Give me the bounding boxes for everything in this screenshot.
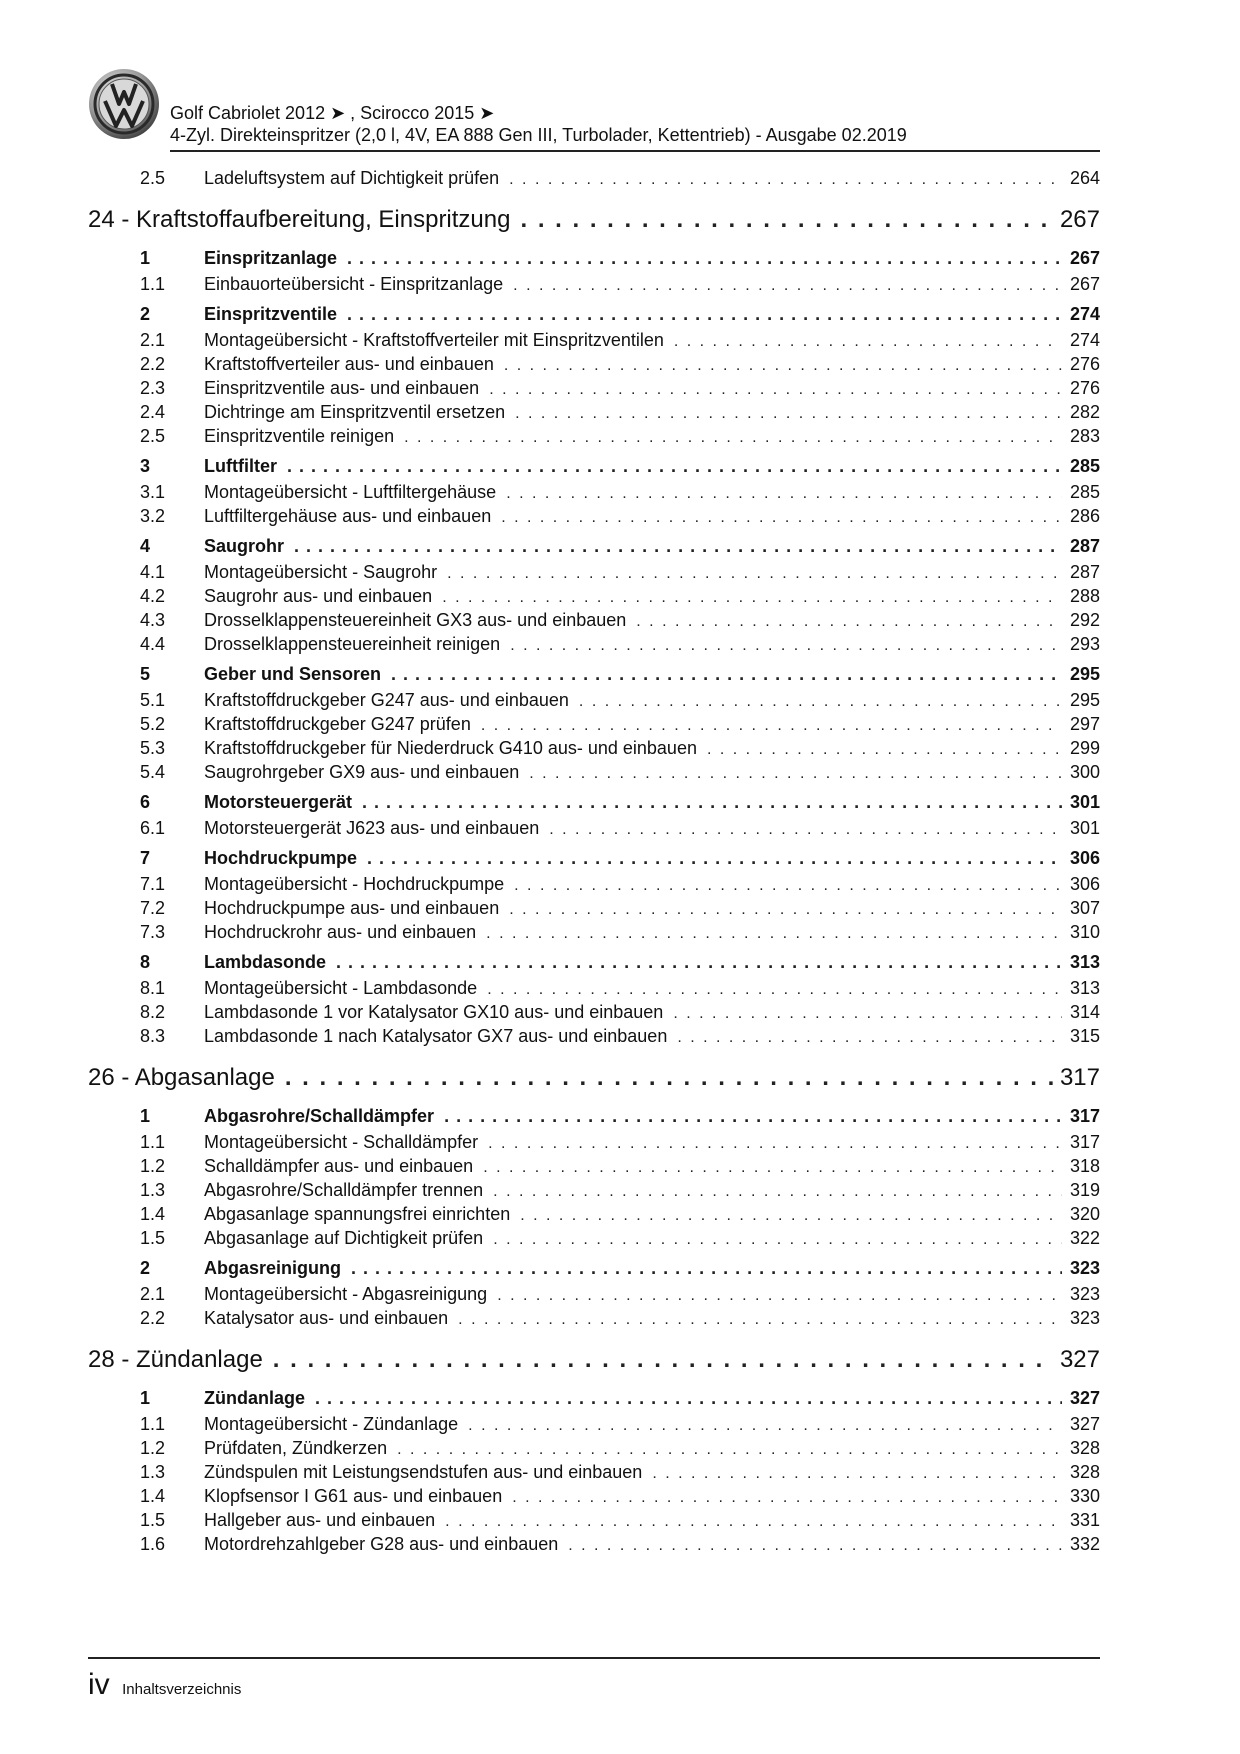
entry-page: 313 xyxy=(1069,978,1100,998)
toc-section[interactable] xyxy=(88,1388,1100,1414)
dot-leader xyxy=(568,1537,1062,1555)
dot-leader xyxy=(520,1207,1062,1225)
entry-page: 317 xyxy=(1069,1106,1100,1126)
toc-entry[interactable] xyxy=(88,818,1100,842)
entry-title: Abgasanlage auf Dichtigkeit prüfen xyxy=(204,1228,484,1248)
toc-entry[interactable] xyxy=(88,922,1100,946)
dot-leader xyxy=(287,456,1062,477)
entry-title: Montageübersicht - Zündanlage xyxy=(204,1414,459,1434)
entry-page: 323 xyxy=(1069,1284,1100,1304)
entry-number: 1.2 xyxy=(140,1438,166,1458)
entry-title: Kraftstoffdruckgeber für Niederdruck G410 aus- und einbauen xyxy=(204,738,697,758)
entry-number: 1.1 xyxy=(140,1132,166,1152)
entry-title: Hochdruckpumpe xyxy=(204,848,358,868)
toc-entry[interactable] xyxy=(88,1510,1100,1534)
dot-leader xyxy=(447,565,1062,583)
entry-title: Einspritzventile xyxy=(204,304,338,324)
toc-entry[interactable] xyxy=(88,378,1100,402)
entry-number: 1.5 xyxy=(140,1228,166,1248)
footer-section-label: Inhaltsverzeichnis xyxy=(122,1681,242,1698)
entry-number: 2.2 xyxy=(140,354,166,374)
entry-title: Einspritzanlage xyxy=(204,248,338,268)
entry-number: 2.5 xyxy=(140,168,166,188)
entry-number: 2.5 xyxy=(140,426,166,446)
toc-entry[interactable] xyxy=(88,402,1100,426)
entry-title: Einbauorteübersicht - Einspritzanlage xyxy=(204,274,504,294)
entry-page: 297 xyxy=(1069,714,1100,734)
entry-title: Kraftstoffdruckgeber G247 aus- und einbauen xyxy=(204,690,569,710)
entry-page: 285 xyxy=(1069,482,1100,502)
entry-number: 2.1 xyxy=(140,330,166,350)
entry-number: 7 xyxy=(140,848,151,868)
toc-entry[interactable] xyxy=(88,274,1100,298)
entry-title: Kraftstoffdruckgeber G247 prüfen xyxy=(204,714,471,734)
entry-title: Lambdasonde xyxy=(204,952,327,972)
entry-title: Montageübersicht - Schalldämpfer xyxy=(204,1132,479,1152)
entry-title: Saugrohr aus- und einbauen xyxy=(204,586,433,606)
chapter-title: 28 - Zündanlage xyxy=(88,1346,263,1373)
entry-number: 3.2 xyxy=(140,506,166,526)
dot-leader xyxy=(579,693,1062,711)
toc-entry[interactable] xyxy=(88,426,1100,450)
entry-number: 2.4 xyxy=(140,402,166,422)
dot-leader xyxy=(673,1005,1062,1023)
entry-page: 287 xyxy=(1069,562,1100,582)
entry-title: Schalldämpfer aus- und einbauen xyxy=(204,1156,474,1176)
entry-page: 307 xyxy=(1069,898,1100,918)
entry-page: 327 xyxy=(1069,1414,1100,1434)
dot-leader xyxy=(444,1106,1062,1127)
entry-title: Montageübersicht - Luftfiltergehäuse xyxy=(204,482,497,502)
entry-number: 1.1 xyxy=(140,1414,166,1434)
entry-page: 293 xyxy=(1069,634,1100,654)
entry-page: 287 xyxy=(1069,536,1100,556)
dot-leader xyxy=(458,1311,1062,1329)
dot-leader xyxy=(486,925,1062,943)
dot-leader xyxy=(509,171,1062,189)
entry-page: 306 xyxy=(1069,874,1100,894)
dot-leader xyxy=(336,952,1062,973)
dot-leader xyxy=(529,765,1062,783)
entry-page: 328 xyxy=(1069,1438,1100,1458)
chapter-title: 26 - Abgasanlage xyxy=(88,1064,275,1091)
entry-title: Hochdruckpumpe aus- und einbauen xyxy=(204,898,500,918)
toc-entry[interactable] xyxy=(88,1284,1100,1308)
entry-page: 300 xyxy=(1069,762,1100,782)
dot-leader xyxy=(493,1183,1062,1201)
entry-page: 330 xyxy=(1069,1486,1100,1506)
entry-title: Einspritzventile aus- und einbauen xyxy=(204,378,480,398)
dot-leader xyxy=(487,981,1062,999)
entry-page: 274 xyxy=(1069,330,1100,350)
entry-number: 7.2 xyxy=(140,898,166,918)
dot-leader xyxy=(481,717,1062,735)
footer-page-number: iv xyxy=(88,1668,110,1701)
toc-section[interactable] xyxy=(88,848,1100,874)
entry-page: 328 xyxy=(1069,1462,1100,1482)
entry-page: 323 xyxy=(1069,1258,1100,1278)
header-line-2: 4-Zyl. Direkteinspritzer (2,0 l, 4V, EA 888 Gen III, Turbolader, Kettentrieb) - Ausgabe 02.2019 xyxy=(170,125,907,145)
entry-page: 276 xyxy=(1069,354,1100,374)
entry-title: Lambdasonde 1 vor Katalysator GX10 aus- und einbauen xyxy=(204,1002,664,1022)
dot-leader xyxy=(674,333,1062,351)
dot-leader xyxy=(489,381,1062,399)
toc-entry[interactable] xyxy=(88,1534,1100,1558)
entry-number: 1.6 xyxy=(140,1534,166,1554)
entry-number: 1.5 xyxy=(140,1510,166,1530)
entry-title: Kraftstoffverteiler aus- und einbauen xyxy=(204,354,494,374)
toc-entry[interactable] xyxy=(88,562,1100,586)
toc-section[interactable] xyxy=(88,952,1100,978)
entry-title: Prüfdaten, Zündkerzen xyxy=(204,1438,388,1458)
entry-number: 1.4 xyxy=(140,1486,166,1506)
dot-leader xyxy=(636,613,1062,631)
entry-number: 1 xyxy=(140,1388,151,1408)
entry-title: Katalysator aus- und einbauen xyxy=(204,1308,449,1328)
dot-leader xyxy=(351,1258,1062,1279)
entry-title: Motorsteuergerät J623 aus- und einbauen xyxy=(204,818,540,838)
toc-entry[interactable] xyxy=(88,874,1100,898)
footer-divider xyxy=(88,1657,1100,1659)
toc-section[interactable] xyxy=(88,1258,1100,1284)
entry-title: Einspritzventile reinigen xyxy=(204,426,395,446)
entry-title: Abgasrohre/Schalldämpfer trennen xyxy=(204,1180,484,1200)
entry-title: Abgasrohre/Schalldämpfer xyxy=(204,1106,435,1126)
dot-leader xyxy=(510,637,1062,655)
entry-page: 331 xyxy=(1069,1510,1100,1530)
chapter-page: 327 xyxy=(1059,1346,1100,1373)
dot-leader xyxy=(404,429,1062,447)
dot-leader xyxy=(483,1159,1062,1177)
dot-leader xyxy=(347,248,1062,269)
toc-entry[interactable] xyxy=(88,1180,1100,1204)
toc-entry[interactable] xyxy=(88,1438,1100,1462)
dot-leader xyxy=(445,1513,1062,1531)
dot-leader xyxy=(512,1489,1062,1507)
entry-number: 1 xyxy=(140,248,151,268)
entry-page: 322 xyxy=(1069,1228,1100,1248)
entry-number: 5.4 xyxy=(140,762,166,782)
entry-number: 1 xyxy=(140,1106,151,1126)
dot-leader xyxy=(493,1231,1062,1249)
dot-leader xyxy=(506,485,1062,503)
entry-page: 295 xyxy=(1069,664,1100,684)
dot-leader xyxy=(513,277,1062,295)
dot-leader xyxy=(294,536,1062,557)
toc-entry[interactable] xyxy=(88,1002,1100,1026)
toc-section[interactable] xyxy=(88,248,1100,274)
chapter-title: 24 - Kraftstoffaufbereitung, Einspritzung xyxy=(88,206,511,233)
entry-page: 301 xyxy=(1069,818,1100,838)
entry-page: 332 xyxy=(1069,1534,1100,1554)
entry-title: Klopfsensor I G61 aus- und einbauen xyxy=(204,1486,503,1506)
entry-number: 5.1 xyxy=(140,690,166,710)
entry-number: 4 xyxy=(140,536,151,556)
toc-entry[interactable] xyxy=(88,762,1100,786)
entry-number: 5.2 xyxy=(140,714,166,734)
chapter-heading[interactable] xyxy=(88,206,1100,242)
chapter-page: 267 xyxy=(1059,206,1100,233)
entry-number: 1.3 xyxy=(140,1462,166,1482)
dot-leader xyxy=(504,357,1062,375)
entry-page: 323 xyxy=(1069,1308,1100,1328)
entry-page: 292 xyxy=(1069,610,1100,630)
entry-number: 8.1 xyxy=(140,978,166,998)
entry-page: 310 xyxy=(1069,922,1100,942)
entry-number: 7.3 xyxy=(140,922,166,942)
entry-title: Drosselklappensteuereinheit reinigen xyxy=(204,634,501,654)
entry-title: Motordrehzahlgeber G28 aus- und einbauen xyxy=(204,1534,559,1554)
toc-entry[interactable] xyxy=(88,1204,1100,1228)
dot-leader xyxy=(273,1346,1054,1374)
chapter-heading[interactable] xyxy=(88,1346,1100,1382)
entry-number: 8 xyxy=(140,952,151,972)
entry-page: 267 xyxy=(1069,274,1100,294)
entry-page: 317 xyxy=(1069,1132,1100,1152)
toc-entry[interactable] xyxy=(88,330,1100,354)
toc-entry[interactable] xyxy=(88,586,1100,610)
table-of-contents xyxy=(88,168,1100,1558)
entry-title: Motorsteuergerät xyxy=(204,792,353,812)
entry-page: 318 xyxy=(1069,1156,1100,1176)
dot-leader xyxy=(285,1064,1054,1092)
entry-number: 2 xyxy=(140,304,151,324)
entry-number: 6.1 xyxy=(140,818,166,838)
page-footer xyxy=(88,1668,241,1702)
entry-page: 282 xyxy=(1069,402,1100,422)
header-line-1: Golf Cabriolet 2012 ➤ , Scirocco 2015 ➤ xyxy=(170,103,495,123)
dot-leader xyxy=(497,1287,1062,1305)
entry-number: 1.1 xyxy=(140,274,166,294)
entry-number: 3 xyxy=(140,456,151,476)
entry-number: 4.4 xyxy=(140,634,166,654)
dot-leader xyxy=(652,1465,1062,1483)
toc-entry[interactable] xyxy=(88,714,1100,738)
entry-number: 2 xyxy=(140,1258,151,1278)
entry-title: Lambdasonde 1 nach Katalysator GX7 aus- und einbauen xyxy=(204,1026,668,1046)
dot-leader xyxy=(468,1417,1062,1435)
entry-title: Montageübersicht - Hochdruckpumpe xyxy=(204,874,505,894)
entry-page: 285 xyxy=(1069,456,1100,476)
dot-leader xyxy=(707,741,1062,759)
chapter-heading[interactable] xyxy=(88,1064,1100,1100)
toc-entry[interactable] xyxy=(88,1462,1100,1486)
entry-number: 4.3 xyxy=(140,610,166,630)
entry-page: 295 xyxy=(1069,690,1100,710)
dot-leader xyxy=(515,405,1062,423)
dot-leader xyxy=(520,206,1053,234)
entry-page: 301 xyxy=(1069,792,1100,812)
toc-section[interactable] xyxy=(88,456,1100,482)
toc-section[interactable] xyxy=(88,664,1100,690)
toc-section[interactable] xyxy=(88,792,1100,818)
dot-leader xyxy=(514,877,1062,895)
toc-entry[interactable] xyxy=(88,354,1100,378)
entry-number: 7.1 xyxy=(140,874,166,894)
entry-title: Abgasanlage spannungsfrei einrichten xyxy=(204,1204,511,1224)
entry-title: Montageübersicht - Saugrohr xyxy=(204,562,438,582)
entry-title: Saugrohrgeber GX9 aus- und einbauen xyxy=(204,762,520,782)
entry-title: Abgasreinigung xyxy=(204,1258,342,1278)
entry-title: Hallgeber aus- und einbauen xyxy=(204,1510,436,1530)
header-text xyxy=(170,102,907,146)
header-divider xyxy=(170,150,1100,152)
toc-section[interactable] xyxy=(88,1106,1100,1132)
entry-title: Dichtringe am Einspritzventil ersetzen xyxy=(204,402,506,422)
entry-title: Drosselklappensteuereinheit GX3 aus- und einbauen xyxy=(204,610,627,630)
toc-section[interactable] xyxy=(88,536,1100,562)
entry-page: 276 xyxy=(1069,378,1100,398)
entry-page: 314 xyxy=(1069,1002,1100,1022)
toc-entry[interactable] xyxy=(88,690,1100,714)
toc-entry[interactable] xyxy=(88,1156,1100,1180)
toc-entry[interactable] xyxy=(88,1486,1100,1510)
entry-title: Montageübersicht - Lambdasonde xyxy=(204,978,478,998)
entry-title: Geber und Sensoren xyxy=(204,664,382,684)
toc-entry[interactable] xyxy=(88,738,1100,762)
entry-page: 283 xyxy=(1069,426,1100,446)
dot-leader xyxy=(391,664,1062,685)
dot-leader xyxy=(549,821,1062,839)
entry-page: 315 xyxy=(1069,1026,1100,1046)
dot-leader xyxy=(509,901,1062,919)
vw-logo-icon xyxy=(88,68,160,140)
toc-entry[interactable] xyxy=(88,898,1100,922)
entry-number: 1.3 xyxy=(140,1180,166,1200)
entry-page: 299 xyxy=(1069,738,1100,758)
toc-entry[interactable] xyxy=(88,978,1100,1002)
entry-number: 3.1 xyxy=(140,482,166,502)
entry-title: Zündspulen mit Leistungsendstufen aus- und einbauen xyxy=(204,1462,643,1482)
toc-entry[interactable] xyxy=(88,1026,1100,1050)
dot-leader xyxy=(442,589,1062,607)
dot-leader xyxy=(501,509,1062,527)
toc-section[interactable] xyxy=(88,304,1100,330)
entry-page: 267 xyxy=(1069,248,1100,268)
toc-entry[interactable] xyxy=(88,634,1100,658)
page-header xyxy=(88,68,1100,150)
dot-leader xyxy=(347,304,1062,325)
entry-title: Montageübersicht - Kraftstoffverteiler mit Einspritzventilen xyxy=(204,330,664,350)
entry-number: 5 xyxy=(140,664,151,684)
entry-page: 320 xyxy=(1069,1204,1100,1224)
entry-number: 6 xyxy=(140,792,151,812)
entry-number: 4.2 xyxy=(140,586,166,606)
entry-page: 264 xyxy=(1069,168,1100,188)
dot-leader xyxy=(362,792,1062,813)
toc-entry[interactable] xyxy=(88,168,1100,192)
entry-page: 327 xyxy=(1069,1388,1100,1408)
entry-page: 286 xyxy=(1069,506,1100,526)
entry-number: 4.1 xyxy=(140,562,166,582)
toc-entry[interactable] xyxy=(88,1414,1100,1438)
toc-entry[interactable] xyxy=(88,482,1100,506)
entry-title: Zündanlage xyxy=(204,1388,306,1408)
dot-leader xyxy=(315,1388,1062,1409)
entry-title: Hochdruckrohr aus- und einbauen xyxy=(204,922,477,942)
dot-leader xyxy=(488,1135,1062,1153)
entry-page: 274 xyxy=(1069,304,1100,324)
toc-entry[interactable] xyxy=(88,1132,1100,1156)
entry-page: 288 xyxy=(1069,586,1100,606)
entry-number: 8.3 xyxy=(140,1026,166,1046)
entry-number: 2.2 xyxy=(140,1308,166,1328)
entry-page: 319 xyxy=(1069,1180,1100,1200)
toc-entry[interactable] xyxy=(88,1308,1100,1332)
dot-leader xyxy=(677,1029,1062,1047)
toc-entry[interactable] xyxy=(88,610,1100,634)
entry-title: Luftfiltergehäuse aus- und einbauen xyxy=(204,506,492,526)
entry-number: 2.3 xyxy=(140,378,166,398)
entry-number: 2.1 xyxy=(140,1284,166,1304)
entry-title: Saugrohr xyxy=(204,536,285,556)
entry-number: 1.2 xyxy=(140,1156,166,1176)
entry-page: 306 xyxy=(1069,848,1100,868)
entry-number: 8.2 xyxy=(140,1002,166,1022)
entry-page: 313 xyxy=(1069,952,1100,972)
entry-number: 1.4 xyxy=(140,1204,166,1224)
entry-title: Montageübersicht - Abgasreinigung xyxy=(204,1284,488,1304)
entry-title: Luftfilter xyxy=(204,456,277,476)
entry-title: Ladeluftsystem auf Dichtigkeit prüfen xyxy=(204,168,500,188)
chapter-page: 317 xyxy=(1059,1064,1100,1091)
dot-leader xyxy=(397,1441,1062,1459)
dot-leader xyxy=(367,848,1062,869)
toc-entry[interactable] xyxy=(88,506,1100,530)
toc-entry[interactable] xyxy=(88,1228,1100,1252)
entry-number: 5.3 xyxy=(140,738,166,758)
